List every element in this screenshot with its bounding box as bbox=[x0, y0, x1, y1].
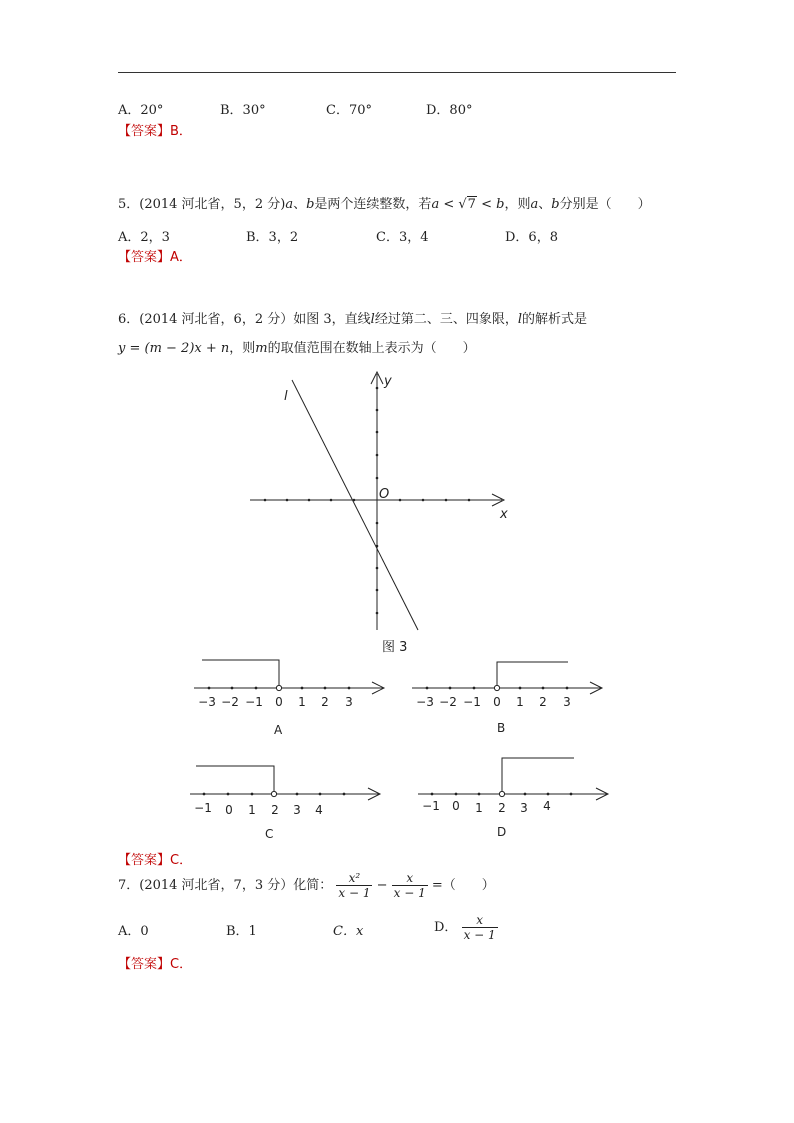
fraction-denominator: x − 1 bbox=[393, 886, 426, 900]
q7-fraction-2 bbox=[392, 871, 428, 900]
q7-option-c: C．x bbox=[333, 924, 364, 939]
q7-option-b: B．1 bbox=[226, 924, 257, 939]
answer-value: A． bbox=[170, 250, 192, 265]
q7-option-d-fraction bbox=[462, 913, 498, 942]
svg-text:3: 3 bbox=[563, 695, 571, 709]
q7-fraction-1 bbox=[336, 871, 372, 900]
q4-option-b: B．30° bbox=[220, 103, 266, 118]
x-axis-label: x bbox=[500, 507, 508, 522]
q6-equation: y = (m − 2)x + n bbox=[118, 341, 230, 356]
fraction-numerator: x² bbox=[336, 871, 372, 886]
numberline-tick-labels bbox=[198, 695, 353, 709]
svg-text:0: 0 bbox=[275, 695, 283, 709]
q5-option-a: A．2，3 bbox=[118, 230, 170, 245]
answer-value: B． bbox=[170, 124, 192, 139]
numberline-option-a bbox=[192, 654, 392, 740]
svg-text:3: 3 bbox=[345, 695, 353, 709]
numberline-tick-labels bbox=[194, 801, 323, 817]
q7-option-d bbox=[434, 910, 498, 946]
q4-option-c: C．70° bbox=[326, 103, 372, 118]
fraction-numerator: x bbox=[392, 871, 428, 886]
q6-stem-line2 bbox=[118, 337, 476, 356]
header-rule bbox=[118, 72, 676, 73]
q6-line1-post: 的解析式是 bbox=[522, 312, 588, 327]
q5-var-a: a bbox=[285, 197, 294, 212]
numberline-option-b bbox=[410, 654, 610, 740]
y-axis-label: y bbox=[384, 374, 392, 389]
answer-value: C． bbox=[170, 853, 193, 868]
q7-minus: − bbox=[376, 878, 388, 893]
numberline-tick-labels bbox=[422, 799, 551, 815]
q5-option-c: C．3，4 bbox=[376, 230, 429, 245]
q6-stem-line1 bbox=[118, 308, 587, 327]
answer-tag: 【答案】 bbox=[118, 250, 171, 265]
figure-3-coordinate-plane bbox=[240, 368, 520, 658]
q7-equals-blank: =（ ） bbox=[431, 878, 495, 893]
q7-answer bbox=[118, 953, 192, 972]
svg-text:4: 4 bbox=[315, 803, 323, 817]
solution-bracket bbox=[497, 662, 568, 685]
answer-tag: 【答案】 bbox=[118, 124, 171, 139]
q5-var-b: b bbox=[306, 197, 315, 212]
svg-text:1: 1 bbox=[298, 695, 306, 709]
q6-var-l2: l bbox=[517, 312, 522, 327]
svg-text:−1: −1 bbox=[463, 695, 481, 709]
q5-sep2: 、 bbox=[538, 197, 552, 212]
q5-ineq-a: a bbox=[431, 197, 440, 212]
q5-answer bbox=[118, 246, 192, 265]
q6-line2-mid: ，则 bbox=[229, 341, 256, 356]
q5-ineq-b: b bbox=[496, 197, 505, 212]
q5-radicand: 7 bbox=[467, 197, 476, 212]
fraction-numerator: x bbox=[462, 913, 498, 928]
numberline-label: A bbox=[274, 723, 283, 737]
svg-text:1: 1 bbox=[248, 803, 256, 817]
numberline-tick-labels bbox=[416, 695, 571, 709]
svg-text:1: 1 bbox=[475, 801, 483, 815]
q5-option-b: B．3，2 bbox=[246, 230, 299, 245]
q6-line1-mid: 经过第二、三、四象限， bbox=[374, 312, 518, 327]
solution-bracket bbox=[502, 758, 574, 791]
line-l-label: l bbox=[284, 389, 288, 404]
fraction-denominator: x − 1 bbox=[463, 928, 496, 942]
q5-prefix: 5．(2014 河北省，5，2 分) bbox=[118, 197, 286, 212]
svg-text:1: 1 bbox=[516, 695, 524, 709]
q4-option-a: A．20° bbox=[118, 103, 164, 118]
svg-text:3: 3 bbox=[520, 801, 528, 815]
svg-text:4: 4 bbox=[543, 799, 551, 813]
q5-option-d: D．6，8 bbox=[505, 230, 558, 245]
q5-var-b2: b bbox=[551, 197, 560, 212]
numberline-label: C bbox=[265, 827, 274, 841]
svg-text:0: 0 bbox=[452, 799, 460, 813]
q7-stem bbox=[118, 868, 495, 904]
answer-tag: 【答案】 bbox=[118, 957, 171, 972]
svg-text:2: 2 bbox=[271, 803, 279, 817]
svg-text:−3: −3 bbox=[198, 695, 216, 709]
q5-text2: ，则 bbox=[504, 197, 531, 212]
line-l bbox=[292, 380, 418, 630]
q6-line2-post: 的取值范围在数轴上表示为（ ） bbox=[267, 341, 476, 356]
svg-text:−1: −1 bbox=[194, 801, 212, 815]
open-endpoint bbox=[499, 791, 504, 796]
q6-answer bbox=[118, 849, 192, 868]
q6-var-m: m bbox=[255, 341, 268, 356]
q5-stem bbox=[118, 193, 651, 212]
numberline-label: D bbox=[497, 825, 507, 839]
q6-var-l1: l bbox=[370, 312, 375, 327]
q4-answer bbox=[118, 120, 192, 139]
q5-sep: 、 bbox=[293, 197, 307, 212]
answer-value: C． bbox=[170, 957, 193, 972]
svg-text:2: 2 bbox=[321, 695, 329, 709]
solution-bracket bbox=[202, 660, 279, 685]
svg-text:0: 0 bbox=[493, 695, 501, 709]
q7-prefix: 7．(2014 河北省，7，3 分）化简： bbox=[118, 878, 333, 893]
answer-tag: 【答案】 bbox=[118, 853, 171, 868]
q5-lt2: < bbox=[476, 197, 497, 212]
numberline-option-c bbox=[188, 760, 388, 846]
svg-text:−1: −1 bbox=[245, 695, 263, 709]
q7-option-a: A．0 bbox=[118, 924, 149, 939]
q7-option-d-label: D． bbox=[434, 920, 458, 935]
svg-text:−2: −2 bbox=[221, 695, 239, 709]
open-endpoint bbox=[494, 685, 499, 690]
open-endpoint bbox=[276, 685, 281, 690]
figure-caption: 图 3 bbox=[382, 640, 408, 655]
q6-line1-pre: 6．(2014 河北省，6，2 分）如图 3，直线 bbox=[118, 312, 371, 327]
svg-text:3: 3 bbox=[293, 803, 301, 817]
svg-text:−1: −1 bbox=[422, 799, 440, 813]
solution-bracket bbox=[196, 766, 274, 791]
numberline-label: B bbox=[497, 721, 506, 735]
q5-text3: 分别是（ ） bbox=[559, 197, 651, 212]
svg-text:−2: −2 bbox=[439, 695, 457, 709]
fraction-denominator: x − 1 bbox=[338, 886, 371, 900]
origin-label: O bbox=[379, 487, 390, 502]
q5-text1: 是两个连续整数，若 bbox=[314, 197, 432, 212]
q5-var-a2: a bbox=[530, 197, 539, 212]
q5-sqrt-symbol: √ bbox=[458, 197, 467, 212]
svg-text:2: 2 bbox=[498, 801, 506, 815]
q5-lt1: < bbox=[439, 197, 459, 212]
open-endpoint bbox=[271, 791, 276, 796]
numberline-option-d bbox=[416, 752, 616, 844]
svg-text:2: 2 bbox=[539, 695, 547, 709]
svg-text:−3: −3 bbox=[416, 695, 434, 709]
q4-option-d: D．80° bbox=[426, 103, 473, 118]
svg-text:0: 0 bbox=[225, 803, 233, 817]
